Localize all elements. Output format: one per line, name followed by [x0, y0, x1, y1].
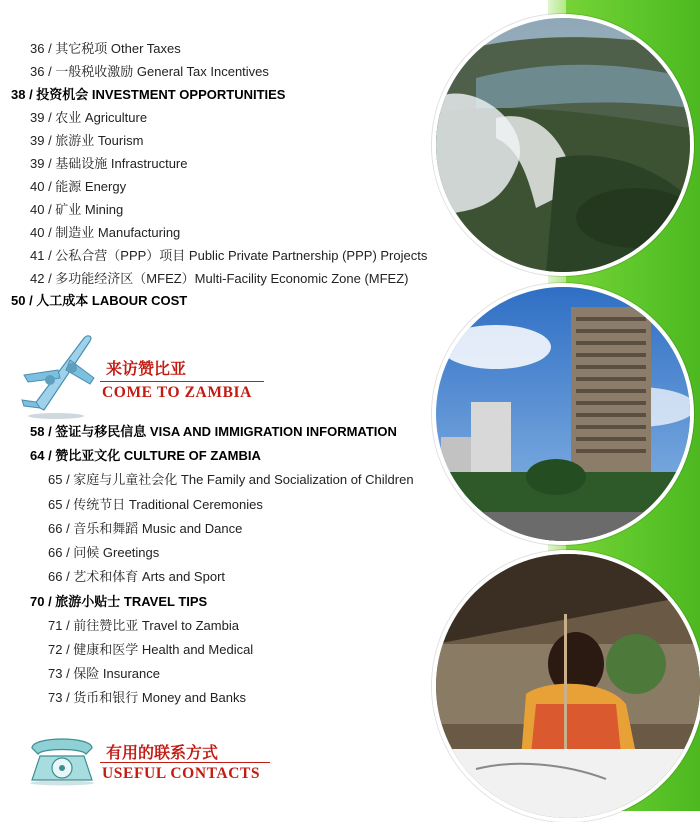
- toc-entry[interactable]: 65 / 传统节日 Traditional Ceremonies: [48, 497, 263, 512]
- toc-entry[interactable]: 40 / 矿业 Mining: [30, 202, 124, 217]
- toc-entry[interactable]: 36 / 其它税项 Other Taxes: [30, 41, 181, 56]
- toc-entry[interactable]: 41 / 公私合营（PPP）项目 Public Private Partnership (PPP) Projects: [30, 248, 428, 263]
- banner-divider: [100, 762, 270, 763]
- waterfall-photo: [432, 14, 694, 276]
- toc-heading[interactable]: 58 / 签证与移民信息 VISA AND IMMIGRATION INFORMATION: [30, 424, 397, 439]
- toc-entry[interactable]: 39 / 基础设施 Infrastructure: [30, 156, 188, 171]
- telephone-icon: [26, 730, 98, 786]
- toc-entry[interactable]: 40 / 制造业 Manufacturing: [30, 225, 181, 240]
- come-to-zambia-title-cn: 来访赞比亚: [106, 359, 187, 378]
- come-to-zambia-title-en: COME TO ZAMBIA: [102, 384, 252, 401]
- toc-entry[interactable]: 71 / 前往赞比亚 Travel to Zambia: [48, 618, 239, 633]
- toc-entry[interactable]: 73 / 保险 Insurance: [48, 666, 160, 681]
- banner-divider: [100, 381, 264, 382]
- toc-entry[interactable]: 36 / 一般税收激励 General Tax Incentives: [30, 64, 269, 79]
- artist-painting-photo: [432, 550, 700, 822]
- toc-heading[interactable]: 38 / 投资机会 INVESTMENT OPPORTUNITIES: [11, 87, 286, 102]
- toc-entry[interactable]: 73 / 货币和银行 Money and Banks: [48, 690, 246, 705]
- airplane-icon: [14, 330, 98, 420]
- toc-heading[interactable]: 70 / 旅游小贴士 TRAVEL TIPS: [30, 594, 208, 609]
- toc-entry[interactable]: 66 / 艺术和体育 Arts and Sport: [48, 569, 226, 584]
- toc-heading[interactable]: 50 / 人工成本 LABOUR COST: [11, 293, 188, 308]
- useful-contacts-title-cn: 有用的联系方式: [106, 743, 219, 762]
- toc-entry[interactable]: 66 / 音乐和舞蹈 Music and Dance: [48, 521, 243, 536]
- toc-entry[interactable]: 66 / 问候 Greetings: [48, 545, 160, 560]
- toc-entry[interactable]: 40 / 能源 Energy: [30, 179, 127, 194]
- city-tower-photo: [432, 283, 694, 545]
- toc-entry[interactable]: 42 / 多功能经济区（MFEZ）Multi-Facility Economic Zone (MFEZ): [30, 271, 409, 286]
- toc-heading[interactable]: 64 / 赞比亚文化 CULTURE OF ZAMBIA: [30, 448, 261, 463]
- toc-entry[interactable]: 39 / 旅游业 Tourism: [30, 133, 144, 148]
- useful-contacts-title-en: USEFUL CONTACTS: [102, 765, 261, 782]
- toc-entry[interactable]: 65 / 家庭与儿童社会化 The Family and Socialization of Children: [48, 472, 414, 487]
- toc-entry[interactable]: 72 / 健康和医学 Health and Medical: [48, 642, 254, 657]
- toc-entry[interactable]: 39 / 农业 Agriculture: [30, 110, 148, 125]
